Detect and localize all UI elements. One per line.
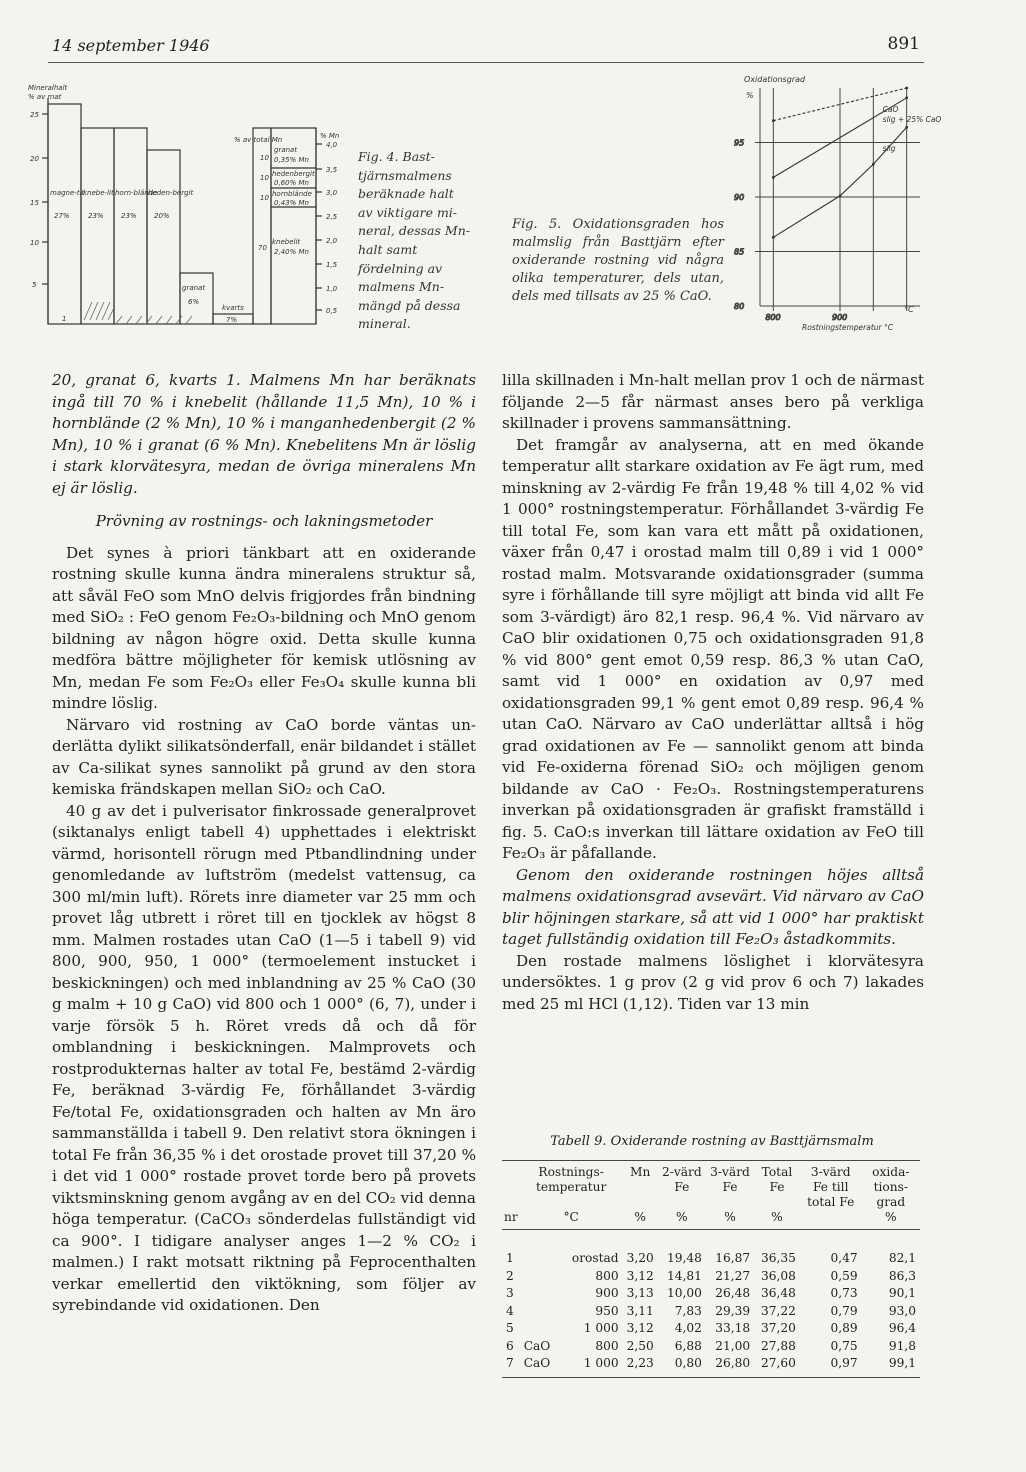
table-cell: 1 000	[583, 1321, 619, 1335]
table-cell: 3,12	[626, 1321, 654, 1335]
fig5-y-tick: 95	[734, 138, 745, 148]
fig4-stack-label: knebelit	[272, 238, 301, 246]
left-column	[52, 370, 476, 1317]
table-cell: 0,97	[800, 1355, 862, 1377]
fig5-point	[872, 163, 875, 166]
table-cell: 1 000	[560, 1355, 623, 1377]
table-cell: 0,89	[830, 1321, 858, 1335]
fig4-stack-mn: 0,35% Mn	[274, 156, 309, 164]
table-cell: 36,08	[760, 1268, 796, 1283]
paragraph: Det framgår av analyserna, att en med ökande temperatur allt starkare oxidation av Fe ägt rum, med minskning av 2-värdig Fe från 19,48 % till 4,02 % vid 1 000° rostningstemperatur. Förhållandet 3-värdig Fe till total Fe, som kan vara ett mått på oxidationen, växer från 0,47 i orostad malm till 0,89 i vid 1 000° rostad malm. Motsvarande oxidationsgrader (summa syre i förhållande till syre möjligt att binda vid allt Fe som 3-värdigt) äro 82,1 resp. 96,4 %. Vid närvaro av CaO blir oxidationen 0,75 och oxidationsgraden 91,8 % vid 800° gent emot 0,59 resp. 86,3 % utan CaO, samt vid 1 000° en oxidation av 0,97 med oxidationsgraden 99,1 % gent emot 0,89 resp. 96,4 % utan CaO. Närvaro av CaO underlättar alltså i hög grad oxidationen av Fe — sannolikt genom att binda vid Fe-oxiderna förenad SiO₂ och möjligen genom bildande av CaO · Fe₂O₃. Rostningstemperaturens inverkan på oxidationsgraden är grafiskt framställd i fig. 5. CaO:s inverkan till lättare oxidation av FeO till Fe₂O₃ är påfallande.	[502, 435, 924, 862]
fig5-x-unit: °C	[904, 305, 914, 314]
fig4-bar-label: magne-tit	[50, 189, 85, 197]
fig5-point	[905, 126, 908, 129]
table-unit: nr	[502, 1210, 520, 1230]
table-cell: 0,73	[830, 1286, 858, 1300]
fig4-bar-label: heden-bergit	[148, 189, 194, 197]
table-unit: %	[658, 1210, 706, 1230]
fig4-y-tick: 10	[30, 239, 39, 247]
header-date: 14 september 1946	[52, 36, 210, 55]
table-cell: 37,20	[760, 1321, 796, 1335]
fig5-x-tick: 900	[832, 313, 848, 322]
fig5-xlabel: Rostningstemperatur °C	[802, 323, 893, 332]
fig4-bottom-label: 1	[62, 315, 67, 323]
fig4-right-tick: 4,0	[326, 141, 338, 149]
table-cell: 6,88	[674, 1338, 702, 1353]
fig4-stack-label: hornblände	[272, 190, 312, 198]
fig4-stack-mn: 0,60% Mn	[274, 179, 309, 187]
fig4-bar-label: granat	[182, 284, 206, 292]
table-row	[502, 1303, 920, 1321]
right-column	[502, 370, 924, 1015]
table-cell: 21,27	[715, 1268, 751, 1283]
table-cell: 19,48	[667, 1251, 702, 1265]
fig5-series-label: slig + 25% CaO	[882, 114, 942, 124]
table-cell	[520, 1268, 560, 1286]
table-header: oxida-tions-grad	[862, 1161, 920, 1211]
table-cell: 4	[506, 1303, 514, 1318]
fig4-right-title: % Mn	[320, 132, 340, 140]
fig4-bar-diagram	[26, 80, 356, 330]
table-cell: 96,4	[888, 1321, 916, 1335]
fig4-stack-tick: 70	[258, 244, 267, 252]
table-header: Total Fe	[754, 1161, 800, 1211]
table-cell: 1	[506, 1251, 514, 1265]
table-cell	[520, 1230, 560, 1268]
table-cell: 5	[506, 1321, 514, 1335]
fig5-x-tick: 800	[765, 313, 781, 322]
fig4-y-tick: 15	[30, 199, 39, 207]
fig4-y-tick: 20	[30, 155, 39, 163]
fig5-point	[772, 119, 775, 122]
table-cell: 3	[506, 1286, 514, 1300]
table-cell: 800	[595, 1268, 619, 1283]
table-cell: 800	[595, 1338, 619, 1353]
paragraph: Närvaro vid rostning av CaO borde väntas underlätta dylikt silikatsönderfall, enär bildandet i stället av Ca-silikat synes sannolikt på grund av den stora kemiska frändskapen mellan SiO₂ och CaO.	[52, 715, 476, 798]
table-cell: 14,81	[667, 1268, 702, 1283]
table-unit: °C	[520, 1210, 623, 1230]
fig4-bar-pct: 6%	[188, 298, 200, 306]
paragraph: lilla skillnaden i Mn-halt mellan prov 1 och de närmast följande 2—5 får närmast anses bero på verkliga skillnader i provens sammansättning.	[502, 371, 924, 432]
fig5-y-tick: 90	[734, 193, 745, 202]
table-cell: 27,88	[760, 1338, 796, 1353]
table-cell: 3,12	[626, 1268, 654, 1283]
table-cell: 16,87	[715, 1251, 751, 1265]
fig4-bar-label: horn-blände	[115, 189, 158, 197]
fig4-y-tick: 25	[30, 111, 39, 119]
fig4-stack-mn: 2,40% Mn	[274, 248, 309, 256]
table-cell: 29,39	[715, 1303, 751, 1318]
fig4-bar-pct: 23%	[121, 212, 137, 220]
fig4-bar-pct: 20%	[154, 212, 170, 220]
table-cell: 0,59	[830, 1268, 858, 1283]
table-cell: 90,1	[888, 1286, 916, 1300]
paragraph: Genom den oxiderande rostningen höjes alltså malmens oxidationsgrad avsevärt. Vid närvaro av CaO blir höjningen starkare, så att vid 1 000° har praktiskt taget fullständig oxidation till Fe₂O₃ åstadkommits.	[502, 865, 924, 948]
fig5-y-tick: 80	[734, 302, 745, 311]
fig5-point	[905, 87, 908, 90]
fig5-series-label: slig	[882, 144, 896, 154]
table-cell: 3,20	[626, 1251, 654, 1265]
table-cell: 0,80	[658, 1355, 706, 1377]
fig4-stack-tick: 10	[260, 154, 269, 162]
table-cell: 0,75	[830, 1338, 858, 1353]
table-row	[502, 1285, 920, 1303]
fig5-point	[905, 96, 908, 99]
fig4-right-tick: 3,5	[326, 166, 338, 174]
table-header: 2-värd Fe	[658, 1161, 706, 1211]
table-cell: 33,18	[715, 1321, 751, 1335]
fig4-right-tick: 0,5	[326, 307, 338, 315]
fig4-stack-label: hedenbergit	[272, 170, 315, 178]
paragraph: Det synes à priori tänkbart att en oxiderande rostning skulle kunna ändra mineralens struktur så, att såväl FeO som MnO delvis frigjordes från bindning med SiO₂ : FeO genom Fe₂O₃-bildning och MnO genom bildning av någon högre oxid. Detta skulle kunna medföra bättre möjligheter för kemisk utlösning av Mn, medan Fe som Fe₂O₃ eller Fe₃O₄ skulle kunna bli mindre löslig.	[52, 543, 476, 712]
table-cell: orostad	[571, 1251, 619, 1265]
table-row	[502, 1230, 920, 1268]
header-rule	[48, 62, 924, 63]
table-cell: 21,00	[715, 1338, 751, 1353]
fig5-series	[772, 87, 942, 239]
fig5-point	[839, 195, 842, 198]
fig4-y-title-2: % av mat	[28, 93, 62, 101]
fig5-series-label: CaO	[882, 105, 899, 114]
table-cell: 99,1	[862, 1355, 920, 1377]
table-cell: 3,13	[626, 1286, 654, 1300]
table-cell: 7	[502, 1355, 520, 1377]
fig4-right-tick: 1,5	[326, 261, 338, 269]
fig5-y-unit: %	[746, 91, 754, 100]
table-cell: 26,48	[715, 1286, 751, 1300]
table-cell: 27,60	[754, 1355, 800, 1377]
table-cell: 2	[506, 1268, 514, 1283]
table-cell: 3,11	[626, 1303, 654, 1318]
table-header: 3-värd Fe till total Fe	[800, 1161, 862, 1211]
table-cell: 26,80	[706, 1355, 754, 1377]
fig4-right-tick: 2,5	[326, 213, 338, 221]
fig4-right-tick: 3,0	[326, 189, 338, 197]
fig4-right-tick: 1,0	[326, 285, 338, 293]
fig5-point	[772, 236, 775, 239]
fig4-caption: Fig. 4. Basttjärnsmalmens beräknade halt av viktigare mineral, dessas Mn-halt samt fördelning av malmens Mnmängd på dessa mineral.	[358, 149, 470, 332]
fig4-y-tick: 5	[32, 281, 37, 289]
fig4-bar-label: knebe-lit	[83, 189, 114, 197]
table-cell: 7,83	[674, 1303, 702, 1318]
table-row	[502, 1268, 920, 1286]
table-unit	[800, 1210, 862, 1230]
table-row	[502, 1338, 920, 1356]
fig4-right-tick: 2,0	[326, 237, 338, 245]
table-unit: %	[754, 1210, 800, 1230]
paragraph: 40 g av det i pulverisator finkrossade generalprovet (siktanalys enligt tabell 4) upphettades i elektriskt värmd, horisontell rörugn med Ptbandlindning under genomledande av luftström (medelst vattensug, ca 300 ml/min luft). Rörets inre diameter var 25 mm och provet låg utbrett i röret till en tjocklek av högst 8 mm. Malmen rostades utan CaO (1—5 i tabell 9) vid 800, 900, 950, 1 000° (termoelement instucket i beskickningen) och med inblandning av 25 % CaO (30 g malm + 10 g CaO) vid 800 och 1 000° (6, 7), under i varje försök 5 h. Röret vreds då och då för omblandning i beskickningen. Malmprovets och rostprodukternas halter av total Fe, bestämd 2-värdig Fe, beräknad 3-värdig Fe, förhållandet 3-värdig Fe/total Fe, oxidationsgraden och halten av Mn äro sammanställda i tabell 9. Den relativt stora ökningen i total Fe från 36,35 % i det orostade provet till 37,20 % i det vid 1 000° rostade provet torde bero på provets viktsminskning genom avgång av en del CO₂ vid denna höga temperatur. (CaCO₃ sönderdelas fullständigt vid ca 900°. I tidigare analyser anges 1—2 % CO₂ i malmen.) I rakt motsatt riktning på Feprocenthalten verkar emellertid den viktökning, som följer av syrebindande vid oxidationen. Den	[52, 801, 476, 1314]
fig5-line-chart	[730, 74, 942, 354]
table-cell: 82,1	[888, 1251, 916, 1265]
fig5-point	[772, 176, 775, 179]
table-row	[502, 1355, 920, 1377]
paragraph: Den rostade malmens löslighet i klorvätesyra undersöktes. 1 g prov (2 g vid prov 6 och 7) lakades med 25 ml HCl (1,12). Tiden var 13 min	[502, 951, 924, 1013]
table-cell: CaO	[523, 1338, 551, 1353]
table-cell: 0,79	[830, 1303, 858, 1318]
fig4-y-title-1: Mineralhalt	[28, 84, 68, 92]
table-cell: 2,23	[623, 1355, 658, 1377]
fig4-stack-mn: 0,43% Mn	[274, 199, 309, 207]
fig4-stack-title: % av total Mn	[234, 136, 283, 144]
paragraph: 20, granat 6, kvarts 1. Malmens Mn har beräknats ingå till 70 % i knebelit (hållande 11,5 Mn), 10 % i hornblände (2 % Mn), 10 % i manganhedenbergit (2 % Mn), 10 % i granat (6 % Mn). Knebelitens Mn är löslig i stark klorvätesyra, medan de övriga mineralens Mn ej är löslig.	[52, 371, 476, 497]
table-cell: 91,8	[888, 1338, 916, 1353]
table-cell: 6	[506, 1338, 514, 1353]
fig4-stack-label: granat	[274, 146, 298, 154]
table9	[502, 1160, 920, 1378]
table-cell: 950	[595, 1303, 619, 1318]
table-unit: %	[862, 1210, 920, 1230]
table-cell: 86,3	[888, 1268, 916, 1283]
table-cell: 36,48	[760, 1286, 796, 1300]
table-cell	[520, 1285, 560, 1303]
table-cell: 36,35	[760, 1251, 796, 1265]
table-cell: CaO	[520, 1355, 560, 1377]
table-cell: 900	[595, 1286, 619, 1300]
fig5-caption: Fig. 5. Oxidationsgraden hos malmslig från Basttjärn efter oxiderande rostning vid några olika temperaturer, dels utan, dels med tillsats av 25 % CaO.	[512, 217, 724, 304]
fig5-title: Oxidationsgrad	[744, 75, 806, 84]
table-header: 3-värd Fe	[706, 1161, 754, 1211]
table-unit: %	[623, 1210, 658, 1230]
table-cell: 0,47	[830, 1251, 858, 1265]
table9-title: Tabell 9. Oxiderande rostning av Basttjärnsmalm	[550, 1134, 874, 1149]
table-cell: 37,22	[760, 1303, 796, 1318]
table-cell: 4,02	[674, 1321, 702, 1335]
table-cell	[520, 1320, 560, 1338]
table-cell: 2,50	[626, 1338, 654, 1353]
section-heading: Prövning av rostnings- och lakningsmetoder	[95, 512, 433, 530]
fig5-y-tick: 85	[734, 247, 745, 257]
table-row	[502, 1320, 920, 1338]
table-cell	[520, 1303, 560, 1321]
table-unit: %	[706, 1210, 754, 1230]
table-header	[502, 1161, 520, 1211]
fig4-stack-tick: 10	[260, 174, 269, 182]
fig4-bottom-label: 7%	[226, 316, 238, 324]
table-cell: 10,00	[667, 1286, 702, 1300]
fig4-bar-pct: 23%	[88, 212, 104, 220]
table-header: Rostnings-temperatur	[520, 1161, 623, 1211]
fig4-bar-label: kvarts	[222, 304, 244, 312]
table-cell: 93,0	[888, 1303, 916, 1318]
fig4-stack-tick: 10	[260, 194, 269, 202]
fig4-bar-pct: 27%	[54, 212, 70, 220]
table-header: Mn	[623, 1161, 658, 1211]
page-number: 891	[887, 34, 920, 54]
